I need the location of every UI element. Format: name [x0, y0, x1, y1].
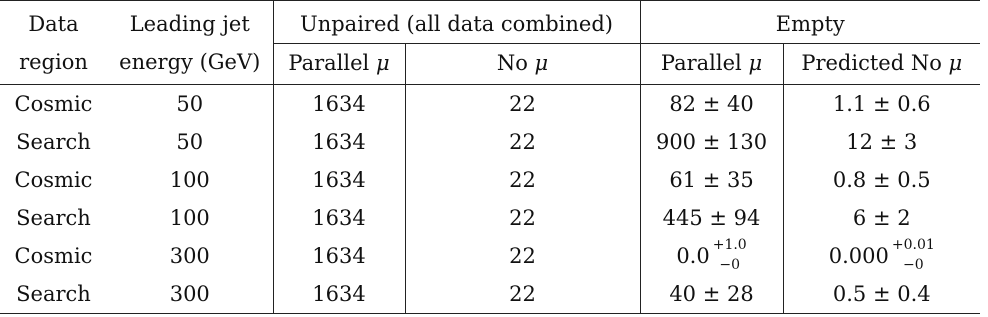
header-unpaired-group: Unpaired (all data combined)	[273, 1, 640, 44]
cell-unpaired-parallel: 1634	[273, 237, 405, 275]
cell-region: Search	[16, 129, 91, 154]
cell-empty-predicted-no: 0.8 ± 0.5	[832, 167, 931, 192]
cell-unpaired-parallel: 1634	[273, 123, 405, 161]
cell-empty-parallel: 900 ± 130	[640, 123, 783, 161]
cell-unpaired-parallel: 1634	[273, 199, 405, 237]
empty-parallel-sup: +1.0	[712, 237, 747, 253]
empty-parallel-sub: −0	[719, 257, 741, 273]
empty-predicted-no-asym-value	[828, 237, 935, 273]
cell-energy: 100	[107, 199, 273, 237]
table-body	[0, 85, 980, 314]
table-row	[0, 199, 980, 237]
header-empty-parallel-mu-symbol: μ	[748, 50, 763, 75]
cell-unpaired-no: 22	[405, 161, 640, 199]
empty-parallel-base: 0.0	[676, 243, 710, 268]
header-empty-parallel-mu	[640, 44, 783, 85]
empty-predicted-no-sub: −0	[903, 257, 924, 273]
header-row-1	[0, 1, 980, 44]
header-unpaired-parallel-prefix: Parallel	[288, 50, 370, 75]
cell-energy: 100	[107, 161, 273, 199]
header-row-2	[0, 44, 980, 85]
table-row	[0, 161, 980, 199]
table-row	[0, 275, 980, 314]
cell-unpaired-no: 22	[405, 237, 640, 275]
cell-empty-parallel	[640, 237, 783, 275]
cell-unpaired-no: 22	[405, 85, 640, 124]
table-row	[0, 123, 980, 161]
cell-unpaired-no: 22	[405, 275, 640, 314]
cell-energy: 50	[107, 123, 273, 161]
cell-energy: 50	[107, 85, 273, 124]
cell-empty-predicted-no: 6 ± 2	[852, 205, 911, 230]
cell-unpaired-no: 22	[405, 123, 640, 161]
cell-energy: 300	[107, 237, 273, 275]
header-empty-predicted-no-prefix: Predicted No	[801, 50, 942, 75]
cell-region: Search	[16, 205, 91, 230]
header-unpaired-no-mu-symbol: μ	[534, 50, 549, 75]
cell-empty-parallel: 61 ± 35	[640, 161, 783, 199]
empty-predicted-no-sup: +0.01	[891, 237, 935, 253]
header-empty-predicted-no-mu-symbol: μ	[948, 50, 963, 75]
header-energy-line2: energy (GeV)	[107, 44, 273, 85]
cell-empty-parallel: 445 ± 94	[640, 199, 783, 237]
cell-unpaired-no: 22	[405, 199, 640, 237]
header-unpaired-no-prefix: No	[496, 50, 528, 75]
empty-predicted-no-base: 0.000	[828, 243, 889, 268]
empty-parallel-asym-value	[676, 237, 747, 273]
table-header	[0, 1, 980, 85]
cell-empty-predicted-no: 1.1 ± 0.6	[832, 91, 931, 116]
cell-empty-predicted-no: 0.5 ± 0.4	[832, 281, 931, 306]
header-data-region-line1: Data	[28, 11, 79, 36]
cell-region: Cosmic	[14, 243, 93, 268]
cell-region: Cosmic	[14, 91, 93, 116]
cell-region: Search	[16, 281, 91, 306]
cell-unpaired-parallel: 1634	[273, 85, 405, 124]
empty-predicted-no-errors	[891, 237, 935, 273]
cell-empty-parallel: 40 ± 28	[640, 275, 783, 314]
cell-empty-parallel: 82 ± 40	[640, 85, 783, 124]
cell-region: Cosmic	[14, 167, 93, 192]
table-row	[0, 85, 980, 124]
cell-unpaired-parallel: 1634	[273, 161, 405, 199]
header-unpaired-no-mu	[405, 44, 640, 85]
header-data-region-line2: region	[19, 50, 88, 75]
header-empty-group: Empty	[775, 11, 845, 36]
cell-empty-predicted-no	[783, 237, 980, 275]
table-row	[0, 237, 980, 275]
cell-empty-predicted-no: 12 ± 3	[846, 129, 918, 154]
header-empty-parallel-prefix: Parallel	[660, 50, 742, 75]
empty-parallel-errors	[712, 237, 747, 273]
header-leading-jet-line1: Leading jet	[107, 1, 273, 44]
cell-energy: 300	[107, 275, 273, 314]
header-unpaired-parallel-mu-symbol: μ	[375, 50, 390, 75]
header-empty-predicted-no-mu	[783, 44, 980, 85]
cell-unpaired-parallel: 1634	[273, 275, 405, 314]
header-unpaired-parallel-mu	[273, 44, 405, 85]
